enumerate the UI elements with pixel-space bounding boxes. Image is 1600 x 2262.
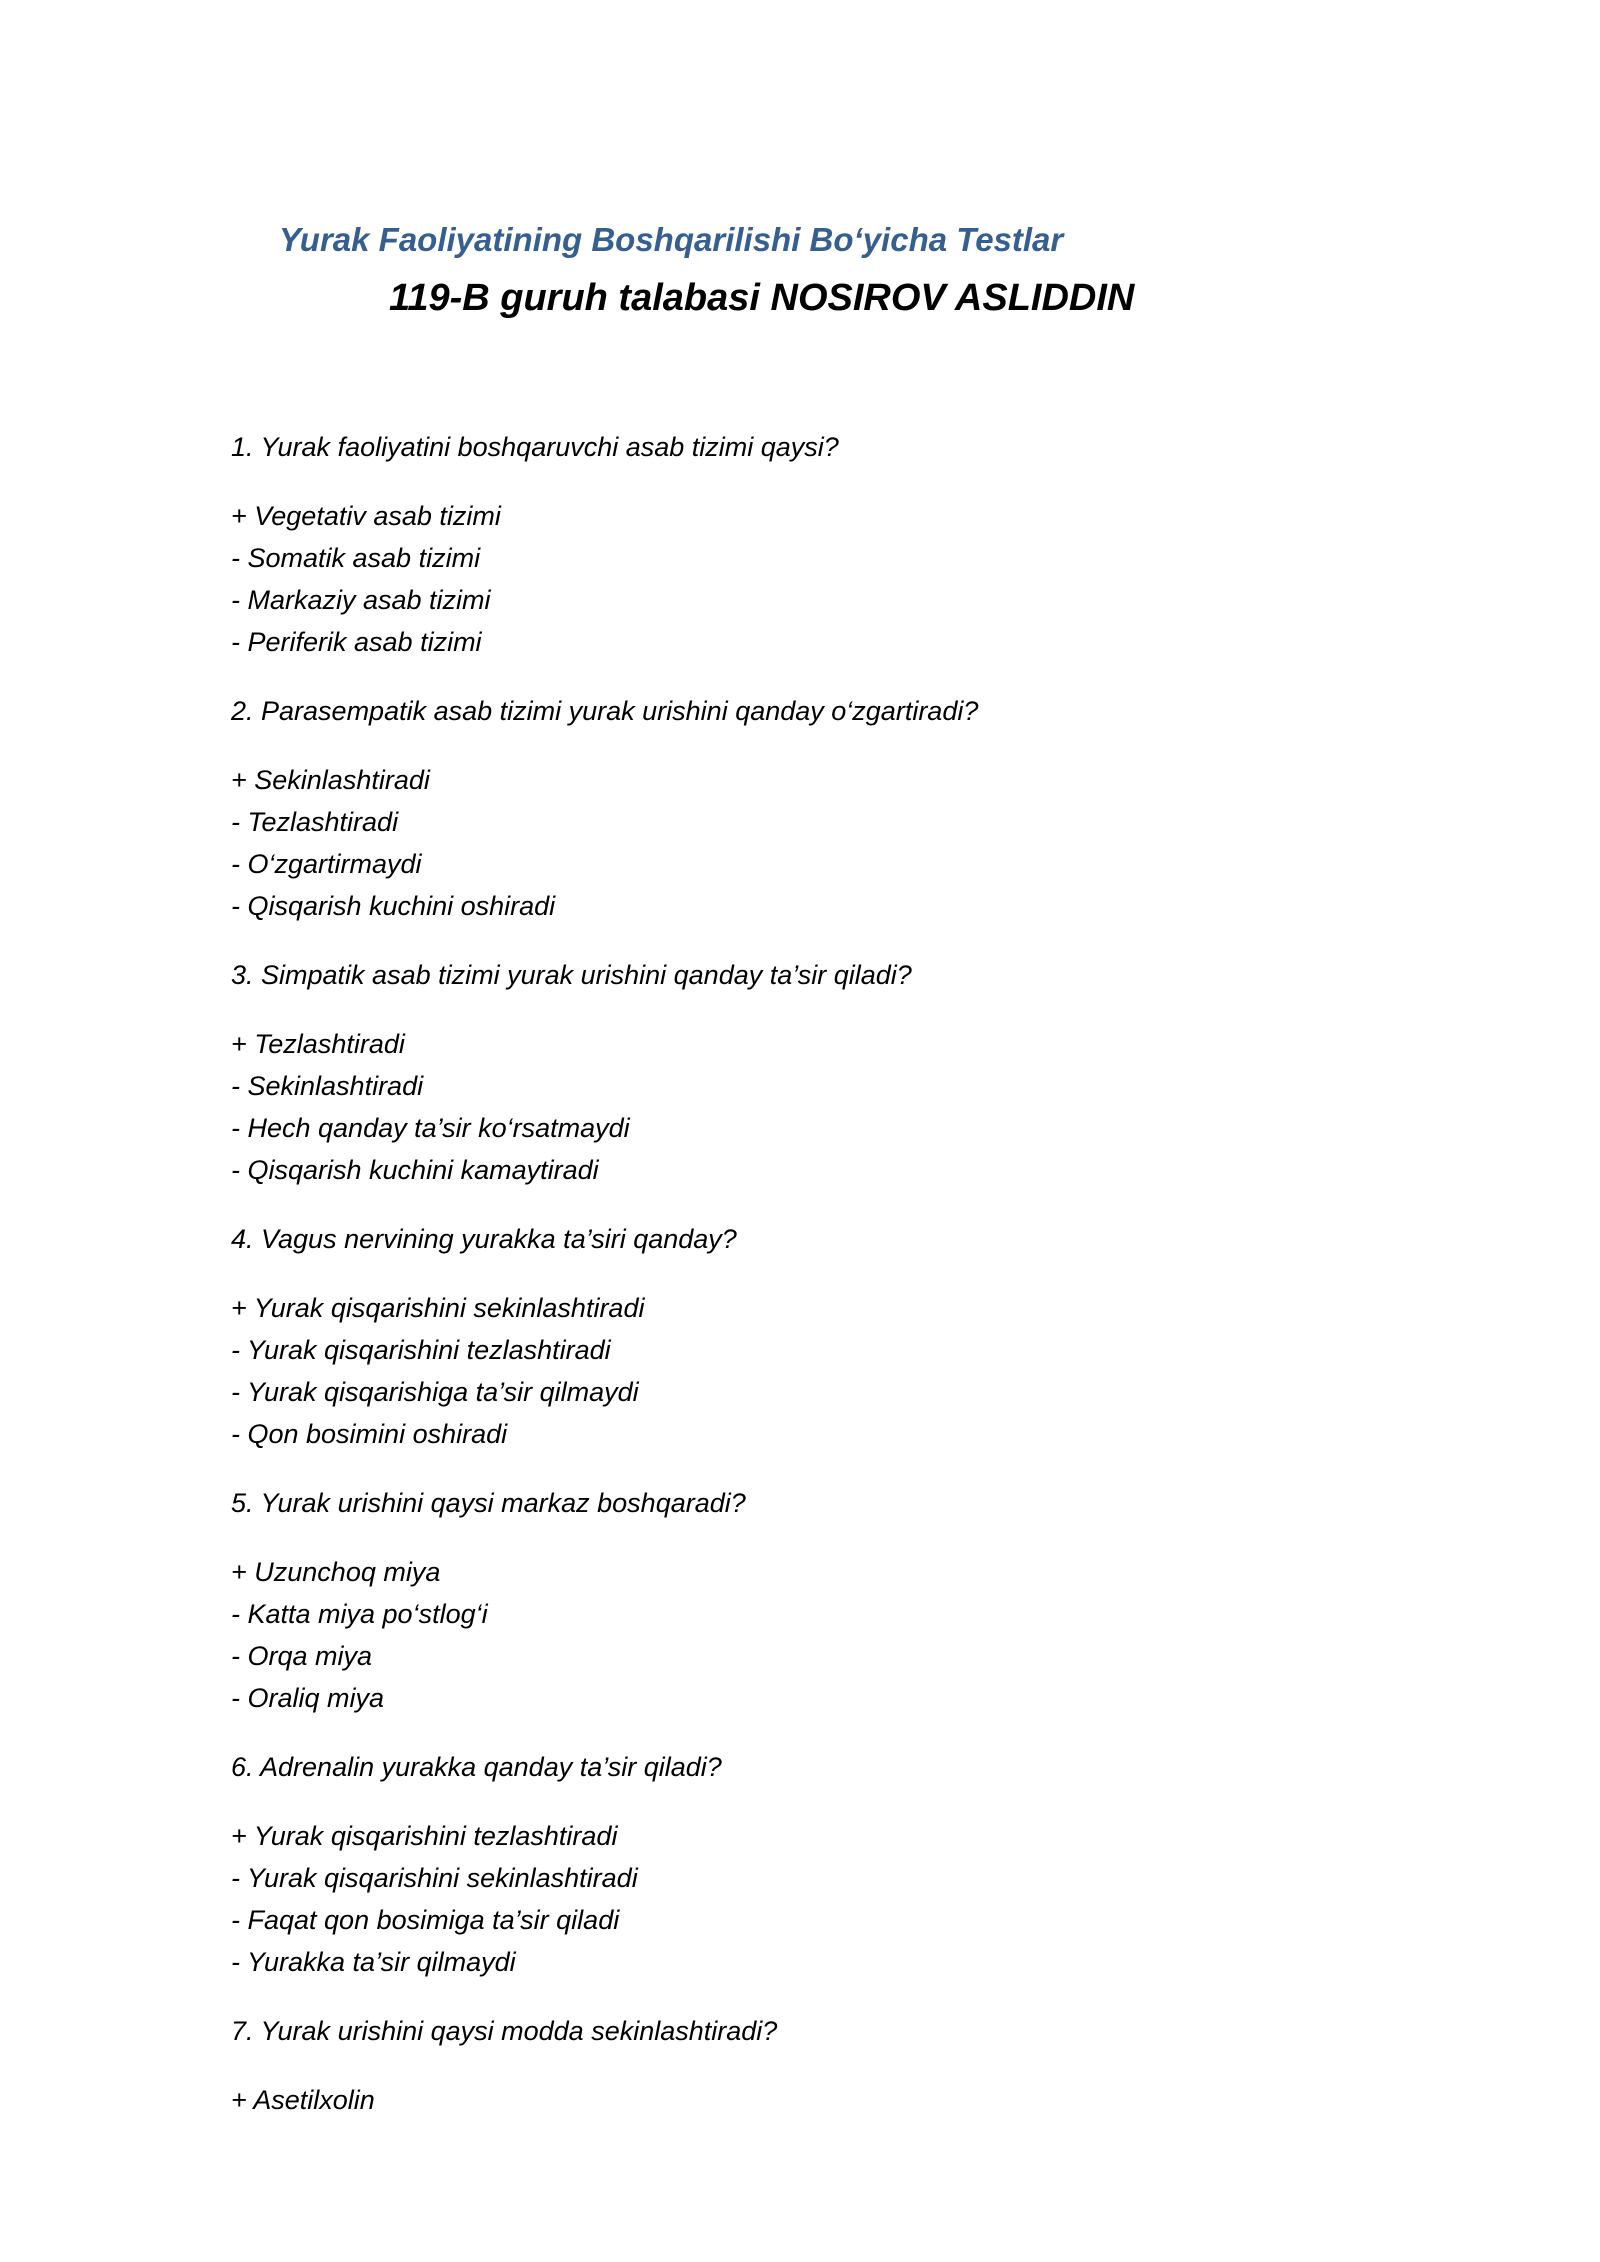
question-text: 2. Parasempatik asab tizimi yurak urishini qanday o‘zgartiradi?	[231, 696, 979, 726]
question-4	[231, 1218, 1431, 1455]
question-list	[231, 426, 1431, 2148]
document-title: Yurak Faoliyatining Boshqarilishi Bo‘yicha Testlar	[279, 221, 1064, 258]
question-6	[231, 1746, 1431, 1983]
option: - Qon bosimini oshiradi	[231, 1419, 508, 1449]
option: - Somatik asab tizimi	[231, 543, 481, 573]
option: - O‘zgartirmaydi	[231, 849, 422, 879]
option: - Yurakka ta’sir qilmaydi	[231, 1947, 516, 1977]
option: - Markaziy asab tizimi	[231, 585, 491, 615]
option-correct: + Asetilxolin	[231, 2085, 375, 2115]
option: - Qisqarish kuchini kamaytiradi	[231, 1155, 599, 1185]
option: - Faqat qon bosimiga ta’sir qiladi	[231, 1905, 620, 1935]
question-text: 1. Yurak faoliyatini boshqaruvchi asab tizimi qaysi?	[231, 432, 839, 462]
option-correct: + Tezlashtiradi	[231, 1029, 405, 1059]
option-correct: + Yurak qisqarishini tezlashtiradi	[231, 1821, 618, 1851]
question-5	[231, 1482, 1431, 1719]
option: - Tezlashtiradi	[231, 807, 399, 837]
option-list	[231, 1815, 1431, 1983]
question-7	[231, 2010, 1431, 2121]
question-text: 5. Yurak urishini qaysi markaz boshqaradi?	[231, 1488, 746, 1518]
question-2	[231, 690, 1431, 927]
option-correct: + Yurak qisqarishini sekinlashtiradi	[231, 1293, 645, 1323]
question-text: 3. Simpatik asab tizimi yurak urishini qanday ta’sir qiladi?	[231, 960, 912, 990]
document-subtitle: 119-B guruh talabasi NOSIROV ASLIDDIN	[389, 277, 1135, 319]
option: - Yurak qisqarishiga ta’sir qilmaydi	[231, 1377, 639, 1407]
option-list	[231, 2079, 1431, 2121]
question-text: 4. Vagus nervining yurakka ta’siri qanday?	[231, 1224, 737, 1254]
option: - Katta miya po‘stlog‘i	[231, 1599, 488, 1629]
option: - Orqa miya	[231, 1641, 373, 1671]
option-correct: + Uzunchoq miya	[231, 1557, 441, 1587]
question-text: 7. Yurak urishini qaysi modda sekinlashtiradi?	[231, 2016, 778, 2046]
option: - Yurak qisqarishini tezlashtiradi	[231, 1335, 611, 1365]
option: - Hech qanday ta’sir ko‘rsatmaydi	[231, 1113, 630, 1143]
question-text: 6. Adrenalin yurakka qanday ta’sir qiladi?	[231, 1752, 722, 1782]
option: - Oraliq miya	[231, 1683, 385, 1713]
option: - Qisqarish kuchini oshiradi	[231, 891, 556, 921]
option-correct: + Sekinlashtiradi	[231, 765, 430, 795]
option: - Sekinlashtiradi	[231, 1071, 424, 1101]
question-1	[231, 426, 1431, 663]
option-correct: + Vegetativ asab tizimi	[231, 501, 501, 531]
option: - Yurak qisqarishini sekinlashtiradi	[231, 1863, 638, 1893]
option-list	[231, 759, 1431, 927]
option: - Periferik asab tizimi	[231, 627, 482, 657]
question-3	[231, 954, 1431, 1191]
option-list	[231, 495, 1431, 663]
option-list	[231, 1287, 1431, 1455]
option-list	[231, 1551, 1431, 1719]
option-list	[231, 1023, 1431, 1191]
